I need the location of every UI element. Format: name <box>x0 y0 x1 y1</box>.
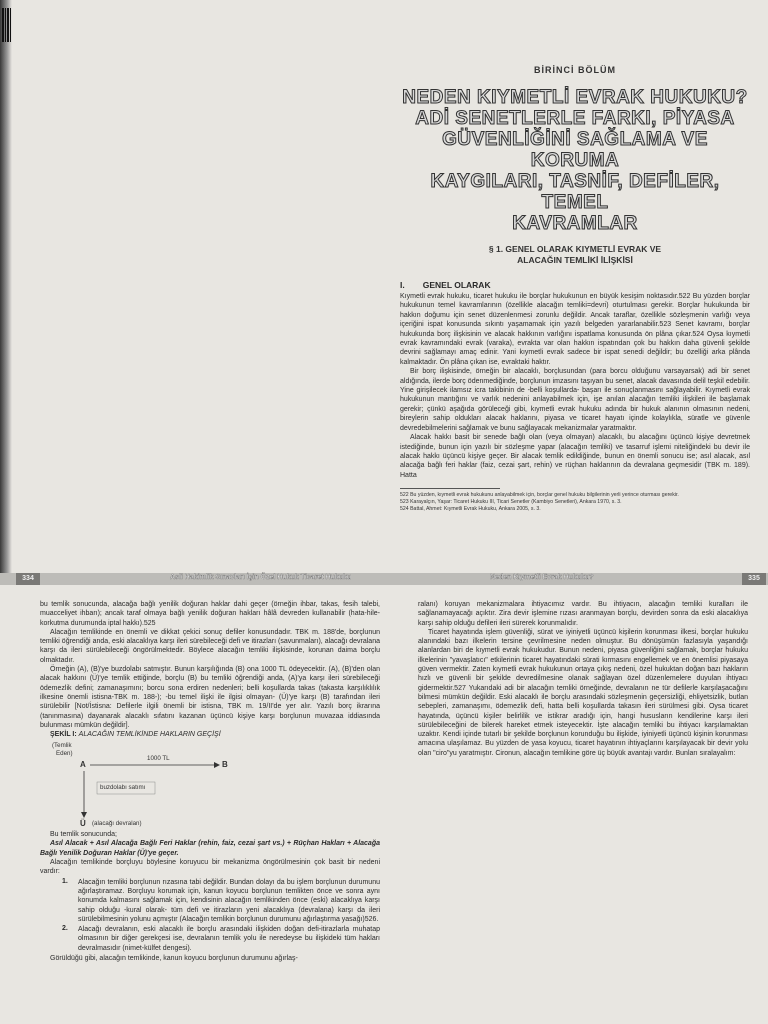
chapter-title-line: ADİ SENETLERLE FARKI, PİYASA <box>415 108 735 129</box>
body-paragraph: Alacak hakkı basit bir senede bağlı olan (veya olmayan) alacaklı, bu alacağını üçüncü kişiye devretmek istediğinde, bunun için yazılı bir sözleşme yapar (alacağın temliki) ve tasarruf işlemi niteliğindeki bu devir ile alacak hakkı üçüncü kişiye geçer. Bir alacak temlik edildiğinde, bunun en önemli sonucu ise; asıl alacak, asıl alacağa bağlı feri haklar (faiz, cezai şart, rehin) ve rüçhan haklarının da devralana geçmesidir (TBK m. 189). Hatta <box>400 434 750 479</box>
chapter-title-line: KAVRAMLAR <box>512 213 638 234</box>
node-b: B <box>222 760 228 770</box>
list-number: 2. <box>62 925 68 933</box>
footnote: 522 Bu yüzden, kıymetli evrak hukukunu anlayabilmek için, borçlar genel hukuku bilgilerinin yerli yerince oturması gerekir. <box>400 492 679 499</box>
subheading <box>400 280 750 290</box>
footnote: 523 Karayalçın, Yaşar: Ticaret Hukuku III, Ticari Senetler (Kambiyo Senetleri), Ankara 1970, s. 3. <box>400 499 622 506</box>
list-item <box>62 878 380 924</box>
figure-label: ŞEKİL I: <box>50 731 77 739</box>
temlik-label: (Temlik <box>52 742 72 750</box>
lower-left-page <box>40 600 380 963</box>
body-paragraph: bu temlik sonucunda, alacağa bağlı yenilik doğuran haklar dahi geçer (örneğin ihbar, takas, fesih talebi, muacceliyet ihbarı); ancak taraf olmaya bağlı yenilik doğuran hakları hâlâ devreden kullanabilir (hata-hile-korkutma durumunda iptal hakkı).525 <box>40 601 380 627</box>
body-paragraph: ralanı) koruyan mekanizmalara ihtiyacımız vardır. Bu ihtiyacın, alacağın temliki kuralları ile sağlanamayacağı açıktır. Zira devir işlemine rızası aranmayan borçlu, devirden sonra da eski alacaklıya karşı sahip olduğu defileri ileri sürerek korunmalıdır. <box>418 601 748 627</box>
chapter-title-line: NEDEN KIYMETLİ EVRAK HUKUKU? <box>402 87 748 108</box>
page-number-left: 334 <box>16 573 40 585</box>
body-paragraph: Kıymetli evrak hukuku, ticaret hukuku ile borçlar hukukunun en büyük kesişim noktasıdır.522 Bu yüzden borçlar hukukunun temel kavramlarının (özellikle alacağın temliki=devri) oturtulması gerekir. Borçlar hukukunda bir hakkın doğumu için senet düzenlenmesi zorunlu değildir. Ancak taraflar, özellikle sözleşmenin varlığı veya içeriğini ispat konusunda sıkıntı yaşamamak için yazılı belgeden yararlanabilir.523 Senet kavramı, borçlar hukukunda borç ilişkisinin ve alacak hakkının varlığını ispatlama konusunda ön plâna çıkar.524 Oysa kıymetli evrak kavramındaki evrak (varaka), evrakta var olan hakkın ispatından çok bu hakkın daha güvenli şekilde devrini sağlamayı amaç edinir. Yani kıymetli evrak sadece bir ispat senedi değildir; bu özelliği arka plânda kalmaktadır. Ön plâna çıkan ise, evraktaki haktır. <box>400 293 750 366</box>
footnote: 524 Battal, Ahmet: Kıymetli Evrak Hukuku, Ankara 2005, s. 3. <box>400 506 541 513</box>
amount-label: 1000 TL <box>147 755 170 763</box>
chapter-title-line: KAYGILARI, TASNİF, DEFİLER, TEMEL <box>430 171 720 213</box>
running-title-right: Neden Kıymetli Evrak Hukuku? <box>490 574 594 581</box>
lower-right-page <box>418 600 748 758</box>
node-u: Ü <box>80 819 86 829</box>
body-paragraph: Örneğin (A), (B)'ye buzdolabı satmıştır. Bunun karşılığında (B) ona 1000 TL ödeyecektir. (A), (B)'den olan alacak hakkını (Ü)'ye temlik ettiğinde, borçlu (B) bu temliki öğrendiği anda, (A)'ya karşı ileri sürebileceği ödemezlik defini; zamanaşımını; borcu sona erdiren nedenleri; belli koşullarda takas (takasta karşılıklılık ilkesine önemli istisna-TBK m. 188-); -bu temel ilişki ile ilgisi olmayan- (Ü)'ye karşı (B) tarafından ileri sürülebilir [Not/İstisna: Defilerle ilgili önemli bir istisna, TBK m. 19/II'de yer alır. Yazılı borç ikrarına (tanınmasına) dayanarak alacaklı sıfatını kazanan üçüncü kişiye karşı borçlunun muvazaa iddiasında bulunması mümkün değildir]. <box>40 666 380 729</box>
section-title-line: ALACAĞIN TEMLİKİ İLİŞKİSİ <box>517 255 633 265</box>
chapter-title <box>400 87 750 234</box>
section-title-line: § 1. GENEL OLARAK KIYMETLİ EVRAK VE <box>488 244 662 254</box>
body-paragraph: Bu temlik sonucunda; <box>50 831 117 839</box>
u-label: (alacağı devralan) <box>92 820 142 828</box>
body-paragraph: Ticaret hayatında işlem güvenliği, sürat ve iyiniyetli üçüncü kişilerin korunması ilkesi, borçlar hukuku alanındaki bazı ilkelerin tersine çevrilmesine neden olmuştur. Bu dönüşümün fazlasıyla yaşandığı alanlardan biri de kıymetli evrak hukukudur. Bunun nedeni, piyasa güvenliğini sağlamak, borçlar hukuku ilkelerinin "yavaşlatıcı" etkilerinin ticaret hayatındaki sürati kırmasını engellemek ve en önemlisi piyasaya güven vermektir. Zaten kıymetli evrak hukukunun ortaya çıkış nedeni, özel hukuktan doğan bazı hakların hızlı ve güvenli bir şekilde devredilmesine olanak sağlayan özel düzenlemelere duyulan ihtiyacı gidermektir.527 Yukarıdaki adi bir alacağın temliki örneğinde, devralanın ne tür defilerle karşılaşacağını bilmesi mümkün değildir. Eski alacaklı ile borçlu arasındaki sözleşmenin geçersizliği, ehliyetsizlik, butlan sebepleri, zamanaşımı, ödemezlik defi, hatta belli koşullarda takasın ileri sürülmesi gibi. Oysa ticaret hayatında, üçüncü kişiler belirlilik ve istikrar aradığı için, hangi hususların kendilerine karşı ileri sürülebileceğini de bilerek hareket etmek isteyecektir. İşte alacağın temliki bu ihtiyacı karşılamaktan uzaktır. Kendi içinde tutarlı bir şekilde borçlunun korunduğu bu ilişkide, iyiniyetli üçüncü kişinin korunması amacına ulaşılamaz. Bu yüzden de yasa koyucu, ticaret hayatının ihtiyaçlarını karşılayacak bir devir yolu olan "ciro"yu yaratmıştır. Cironun, alacağın temlikine göre üç büyük avantajı vardır. Bunları sıralayalım: <box>418 628 748 757</box>
running-header-band <box>0 573 768 585</box>
arrowhead-icon <box>214 762 220 768</box>
assignment-diagram <box>52 742 312 830</box>
running-title-left: Asli Hakimlik Sınavları İçin Özel Hukuk Ticaret Hukuku <box>170 574 352 581</box>
body-paragraph: Alacağın temlikinde borçluyu böylesine koruyucu bir mekanizma öngörülmesinin çok basit bir nedeni vardır: <box>40 859 380 876</box>
subheading-number: I. <box>400 280 405 290</box>
subheading-text: GENEL OLARAK <box>422 280 491 290</box>
upper-page <box>400 55 750 513</box>
node-a: A <box>80 760 86 770</box>
body-paragraph: Bir borç ilişkisinde, örneğin bir alacaklı, borçlusundan (para borcu olduğunu varsayarsak) adi bir senet aldığında, ilerde borç ödenmediğinde, borçlunun imzasını taşıyan bu senet, alacak davasında delil teşkil edebilir. Yine girişilecek ilamsız icra takibinin de -belli koşullarda- başarı ile sonuçlanmasını sağlayabilir. Kıymetli evrak hukukunun mantığını ve varlık nedenini anlayabilmek için, işe anılan alacağın temliki ilişkileri ile başlamak gerekir; çünkü aşağıda görüleceği gibi, kıymetli evrak hukuku adında bir hukuk alanının olmasının nedeni, bireylerin sahip oldukları alacak haklarını, piyasa ve ticaret hayatı içinde kolaylıkla, süratle ve güvenle devredebilmelerini sağlamak ve bunu sağlayacak mekanizmalar yaratmaktır. <box>400 368 750 432</box>
list-number: 1. <box>62 877 68 885</box>
list-text: Alacağın temliki borçlunun rızasına tabi değildir. Bundan dolayı da bu işlem borçlunun durumunu ağırlaştıramaz. Borçluyu korumak için, kanun koyucu borçlunun temlikten önce ve sonra aynı konumda kalmasını sağlamak için, kendisinin alacağın temlikinden önce (eski) alacaklıya karşı sahip olduğu -kural olarak- tüm defi ve itirazların yeni alacaklıya (devralana) karşı da ileri sürülebilmesinin yolunu açmıştır (Alacağın temlikin borçlunun durumunu ağırlaştırma yasağı)526. <box>78 878 380 923</box>
formula-paragraph: Asıl Alacak + Asıl Alacağa Bağlı Feri Haklar (rehin, faiz, cezai şart vs.) + Rüçhan Hakları + Alacağa Bağlı Yenilik Doğuran Haklar (Ü)'ye geçer. <box>40 840 380 857</box>
diagram-arrows <box>52 742 312 830</box>
chapter-label: BİRİNCİ BÖLÜM <box>534 65 616 75</box>
body-paragraph: Görüldüğü gibi, alacağın temlikinde, kanun koyucu borçlunun durumunu ağırlaş- <box>50 955 298 963</box>
list-text: Alacağı devralanın, eski alacaklı ile borçlu arasındaki ilişkiden doğan defi-itirazlarla muhatap olmasının bir diğer gerekçesi ise, devralanın temlik yolu ile neredeyse bu ilişkideki tüm hakları devralmasıdır (nimet-külfet dengesi). <box>78 926 380 952</box>
figure-title: ALACAĞIN TEMLİKİNDE HAKLARIN GEÇİŞİ <box>78 731 221 739</box>
arrowhead-icon <box>81 812 87 818</box>
chapter-title-line: GÜVENLİĞİNİ SAĞLAMA VE KORUMA <box>442 129 708 171</box>
page-number-right: 335 <box>742 573 766 585</box>
figure-caption <box>50 731 380 738</box>
barcode-mark <box>2 8 12 42</box>
body-paragraph: Alacağın temlikinde en önemli ve dikkat çekici sonuç defiler konusundadır. TBK m. 188'de, borçlunun temliki öğrendiği anda, eski alacaklıya karşı ileri sürebileceği defi ve itirazları (savunmaları), alacağı devralana karşı da ileri sürülebileceği öngörülmektedir. Böylece alacağın temliki ilişkisinde, korunan daima borçlu olmaktadır. <box>40 628 380 664</box>
eden-label: Eden) <box>56 750 73 758</box>
section-title <box>400 244 750 266</box>
scan-edge <box>0 0 12 575</box>
sale-label: buzdolabı satımı <box>100 784 146 792</box>
list-item <box>62 925 380 953</box>
